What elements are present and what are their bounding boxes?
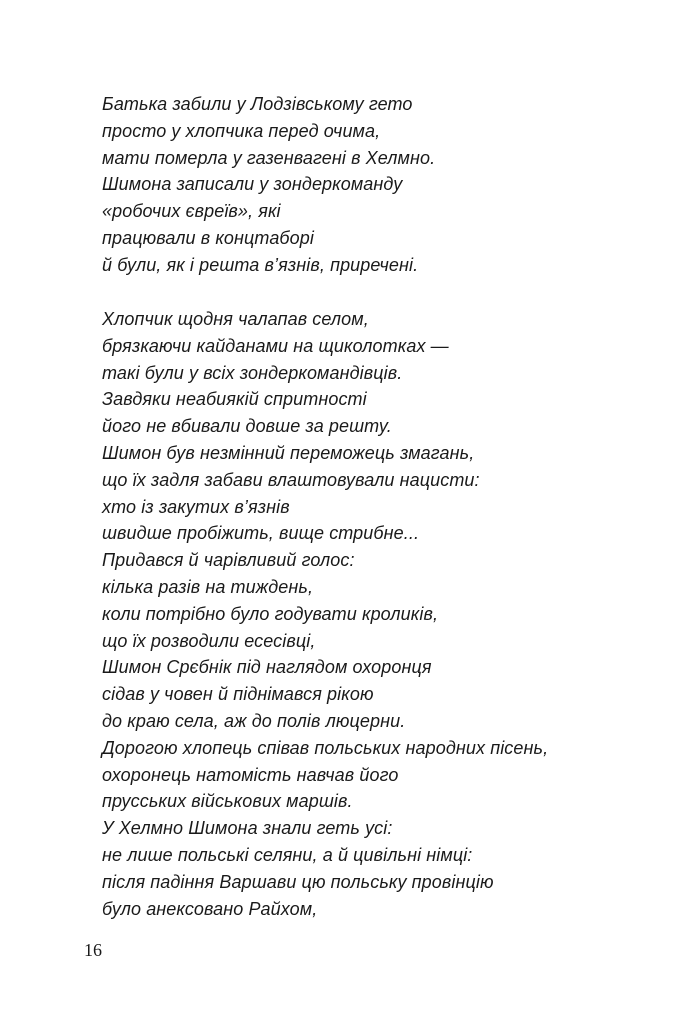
poem-line: «робочих євреїв», які [102, 201, 281, 222]
poem-line: що їх розводили есесівці, [102, 630, 316, 651]
poem-line: прусських військових маршів. [102, 791, 353, 812]
poem-line: брязкаючи кайданами на щиколотках — [102, 335, 449, 356]
poem-line: його не вбивали довше за решту. [102, 416, 392, 437]
poem-line: Придався й чарівливий голос: [102, 550, 355, 571]
poem-line: У Хелмно Шимона знали геть усі: [102, 818, 393, 839]
poem-line: хто із закутих в’язнів [102, 496, 290, 517]
poem-line: Дорогою хлопець співав польських народних пісень, [102, 737, 549, 758]
poem-line: Шимона записали у зондеркоманду [102, 174, 403, 195]
poem-line: сідав у човен й піднімався рікою [102, 684, 374, 705]
poem-line: Шимон Срєбнік під наглядом охоронця [102, 657, 432, 678]
page-number: 16 [84, 940, 102, 960]
poem-line: коли потрібно було годувати кроликів, [102, 603, 439, 624]
poem-line: мати померла у газенвагені в Хелмно. [102, 147, 436, 168]
poem-line: працювали в концтаборі [102, 227, 314, 248]
poem-line: й були, як і решта в’язнів, приречені. [102, 254, 419, 275]
poem-line: кілька разів на тиждень, [102, 576, 314, 597]
poem-line: Батька забили у Лодзівському гето [102, 94, 413, 114]
poem-line: охоронець натомість навчав його [102, 764, 399, 785]
stanza-2 [102, 306, 662, 922]
poem-line: після падіння Варшави цю польську провінцію [102, 871, 494, 892]
poem-line: не лише польські селяни, а й цивільні німці: [102, 844, 473, 865]
poem-line: Хлопчик щодня чалапав селом, [102, 309, 369, 329]
stanza-1 [102, 91, 662, 279]
poem-line: такі були у всіх зондеркомандівців. [102, 362, 403, 383]
poem-line: швидше пробіжить, вище стрибне... [102, 523, 420, 544]
poem-line: до краю села, аж до полів люцерни. [102, 710, 406, 731]
poem-line: було анексовано Райхом, [102, 898, 318, 919]
poem-line: Шимон був незмінний переможець змагань, [102, 442, 475, 463]
poem-line: просто у хлопчика перед очима, [102, 120, 381, 141]
poem-line: Завдяки неабиякій спритності [102, 389, 367, 410]
poem-line: що їх задля забави влаштовували нацисти: [102, 469, 480, 490]
